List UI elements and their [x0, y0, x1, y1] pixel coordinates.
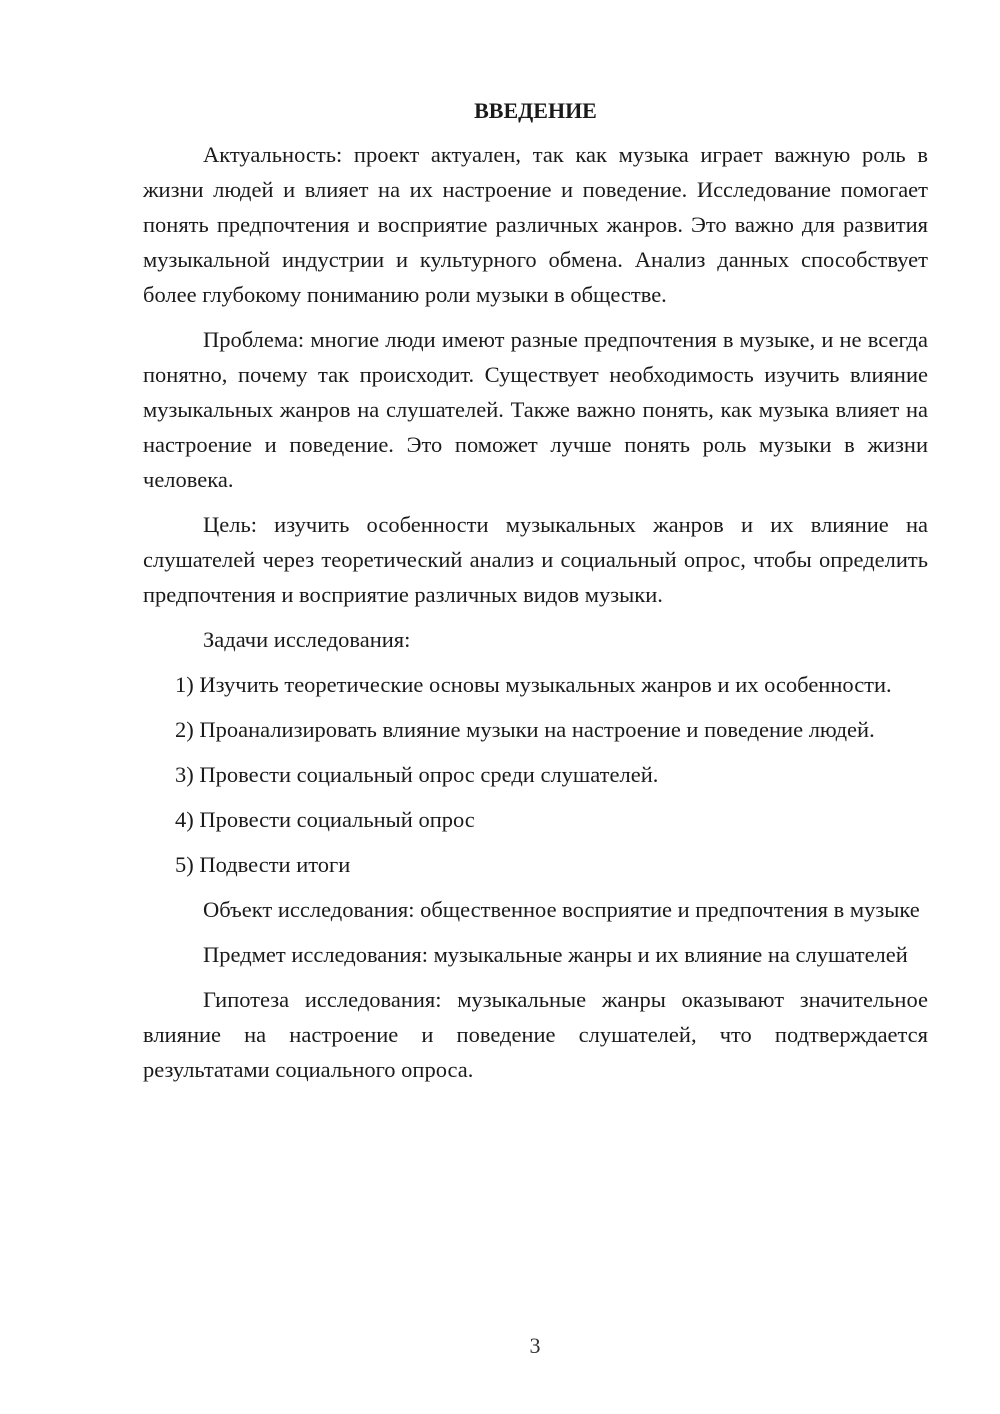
relevance-paragraph: Актуальность: проект актуален, так как музыка играет важную роль в жизни людей и влияет на их настроение и поведение. Исследование помогает понять предпочтения и восприятие различных жанров. Это важно для развития музыкальной индустрии и культурного обмена. Анализ данных способствует более глубокому пониманию роли музыки в обществе. — [143, 142, 928, 307]
page-content — [143, 95, 928, 1097]
subject-paragraph: Предмет исследования: музыкальные жанры и их влияние на слушателей — [203, 942, 908, 967]
task-item: 1) Изучить теоретические основы музыкальных жанров и их особенности. — [175, 672, 892, 697]
page-title: ВВЕДЕНИЕ — [474, 98, 597, 123]
task-item: 5) Подвести итоги — [175, 852, 351, 877]
object-paragraph: Объект исследования: общественное восприятие и предпочтения в музыке — [203, 897, 920, 922]
task-item: 4) Провести социальный опрос — [175, 807, 475, 832]
page-number: 3 — [529, 1333, 541, 1358]
hypothesis-paragraph: Гипотеза исследования: музыкальные жанры оказывают значительное влияние на настроение и поведение слушателей, что подтверждается результатами социального опроса. — [143, 987, 928, 1082]
problem-paragraph: Проблема: многие люди имеют разные предпочтения в музыке, и не всегда понятно, почему так происходит. Существует необходимость изучить влияние музыкальных жанров на слушателей. Также важно понять, как музыка влияет на настроение и поведение. Это поможет лучше понять роль музыки в жизни человека. — [143, 327, 928, 492]
task-item: 2) Проанализировать влияние музыки на настроение и поведение людей. — [175, 717, 875, 742]
tasks-heading: Задачи исследования: — [203, 627, 411, 652]
task-item: 3) Провести социальный опрос среди слушателей. — [175, 762, 659, 787]
goal-paragraph: Цель: изучить особенности музыкальных жанров и их влияние на слушателей через теоретический анализ и социальный опрос, чтобы определить предпочтения и восприятие различных видов музыки. — [143, 512, 928, 607]
